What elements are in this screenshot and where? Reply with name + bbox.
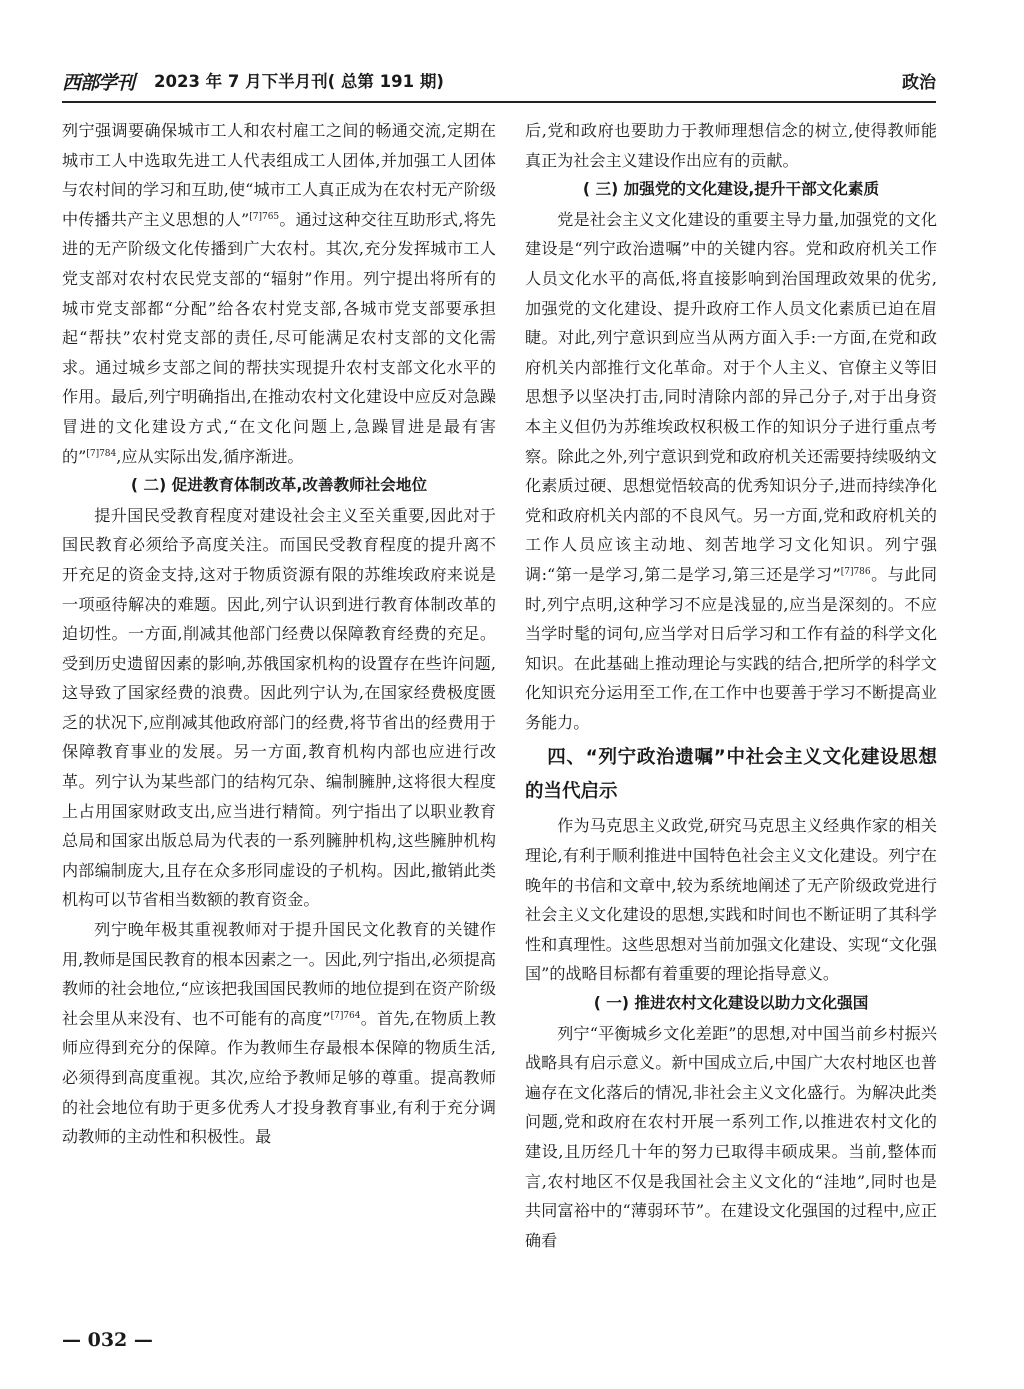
paragraph: 列宁晚年极其重视教师对于提升国民文化教育的关键作用,教师是国民教育的根本因素之一。因此,列宁指出,必须提高教师的社会地位,“应该把我国国民教师的地位提到在资产阶级社会里从来没有、也不可能有的高度”$^{[7]764}$。首先,在物质上教师应得到充分的保障。作为教师生存最根本保障的物质生活,必须得到高度重视。其次,应给予教师足够的尊重。提高教师的社会地位有助于更多优秀人才投身教育事业,有利于充分调动教师的主动性和积极性。最 <box>62 920 496 1147</box>
paragraph: 列宁“平衡城乡文化差距”的思想,对中国当前乡村振兴战略具有启示意义。新中国成立后,中国广大农村地区也普遍存在文化落后的情况,非社会主义文化盛行。为解决此类问题,党和政府在农村开展一系列工作,以推进农村文化的建设,且历经几十年的努力已取得丰硕成果。当前,整体而言,农村地区不仅是我国社会主义文化的“洼地”,同时也是共同富裕中的“薄弱环节”。在建设文化强国的过程中,应正确看 <box>525 1023 937 1250</box>
right-column <box>525 116 937 1255</box>
section-label: 政治 <box>902 73 936 93</box>
subheading-2: ( 二) 促进教育体制改革,改善教师社会地位 <box>130 476 428 495</box>
subheading-4-1: ( 一) 推进农村文化建设以助力文化强国 <box>593 994 869 1013</box>
header-divider <box>62 101 936 103</box>
paragraph: 党是社会主义文化建设的重要主导力量,加强党的文化建设是“列宁政治遗嘱”中的关键内容。党和政府机关工作人员文化水平的高低,将直接影响到治国理政效果的优劣,加强党的文化建设、提升政府工作人员文化素质已迫在眉睫。对此,列宁意识到应当从两方面入手:一方面,在党和政府机关内部推行文化革命。对于个人主义、官僚主义等旧思想予以坚决打击,同时清除内部的异己分子,对于出身资本主义但仍为苏维埃政权积极工作的知识分子进行重点考察。除此之外,列宁意识到党和政府机关还需要持续吸纳文化素质过硬、思想觉悟较高的优秀知识分子,进而持续净化党和政府机关内部的不良风气。另一方面,党和政府机关的工作人员应该主动地、刻苦地学习文化知识。列宁强调:“第一是学习,第二是学习,第三还是学习”$^{[7]786}$。与此同时,列宁点明,这种学习不应是浅显的,应当是深刻的。不应当学时髦的词句,应当学对日后学习和工作有益的科学文化知识。在此基础上推动理论与实践的结合,把所学的科学文化知识充分运用至工作,在工作中也要善于学习不断提高业务能力。 <box>525 209 938 732</box>
citation: [7]784 <box>86 448 117 459</box>
citation: [7]764 <box>330 1010 361 1021</box>
section-heading-4: 四、“列宁政治遗嘱”中社会主义文化建设思想的当代启示 <box>525 747 937 803</box>
citation: [7]786 <box>840 566 871 577</box>
paragraph: 作为马克思主义政党,研究马克思主义经典作家的相关理论,有利于顺利推进中国特色社会主义文化建设。列宁在晚年的书信和文章中,较为系统地阐述了无产阶级政党进行社会主义文化建设的思想,实践和时间也不断证明了其科学性和真理性。这些思想对当前加强文化建设、实现“文化强国”的战略目标都有着重要的理论指导意义。 <box>525 816 937 984</box>
running-header <box>62 68 936 98</box>
citation: [7]765 <box>249 211 280 222</box>
page-number: — 032 — <box>62 1329 153 1351</box>
paragraph-continued: 后,党和政府也要助力于教师理想信念的树立,使得教师能真正为社会主义建设作出应有的贡献。 <box>525 121 937 170</box>
subheading-3: ( 三) 加强党的文化建设,提升干部文化素质 <box>582 180 880 199</box>
paragraph: 提升国民受教育程度对建设社会主义至关重要,因此对于国民教育必须给予高度关注。而国民受教育程度的提升离不开充足的资金支持,这对于物质资源有限的苏维埃政府来说是一项亟待解决的难题。因此,列宁认识到进行教育体制改革的迫切性。一方面,削减其他部门经费以保障教育经费的充足。受到历史遗留因素的影响,苏俄国家机构的设置存在些许问题,这导致了国家经费的浪费。因此列宁认为,在国家经费极度匮乏的状况下,应削减其他政府部门的经费,将节省出的经费用于保障教育事业的发展。另一方面,教育机构内部也应进行改革。列宁认为某些部门的结构冗杂、编制臃肿,这将很大程度上占用国家财政支出,应当进行精简。列宁指出了以职业教育总局和国家出版总局为代表的一系列臃肿机构,这些臃肿机构内部编制庞大,且存在众多形同虚设的子机构。因此,撤销此类机构可以节省相当数额的教育资金。 <box>62 505 496 910</box>
left-column <box>62 116 496 1152</box>
issue-info: 2023 年 7 月下半月刊( 总第 191 期) <box>154 72 444 91</box>
journal-logo: 西部学刊 <box>62 72 135 94</box>
paragraph-continued: 列宁强调要确保城市工人和农村雇工之间的畅通交流,定期在城市工人中选取先进工人代表组成工人团体,并加强工人团体与农村间的学习和互助,使“城市工人真正成为在农村无产阶级中传播共产主义思想的人”$^{[7]765}$。通过这种交往互助形式,将先进的无产阶级文化传播到广大农村。其次,充分发挥城市工人党支部对农村农民党支部的“辐射”作用。列宁提出将所有的城市党支部都“分配”给各农村党支部,各城市党支部要承担起“帮扶”农村党支部的责任,尽可能满足农村支部的文化需求。通过城乡支部之间的帮扶实现提升农村支部文化水平的作用。最后,列宁明确指出,在推动农村文化建设中应反对急躁冒进的文化建设方式,“在文化问题上,急躁冒进是最有害的”$^{[7]784}$,应从实际出发,循序渐进。 <box>62 121 496 466</box>
